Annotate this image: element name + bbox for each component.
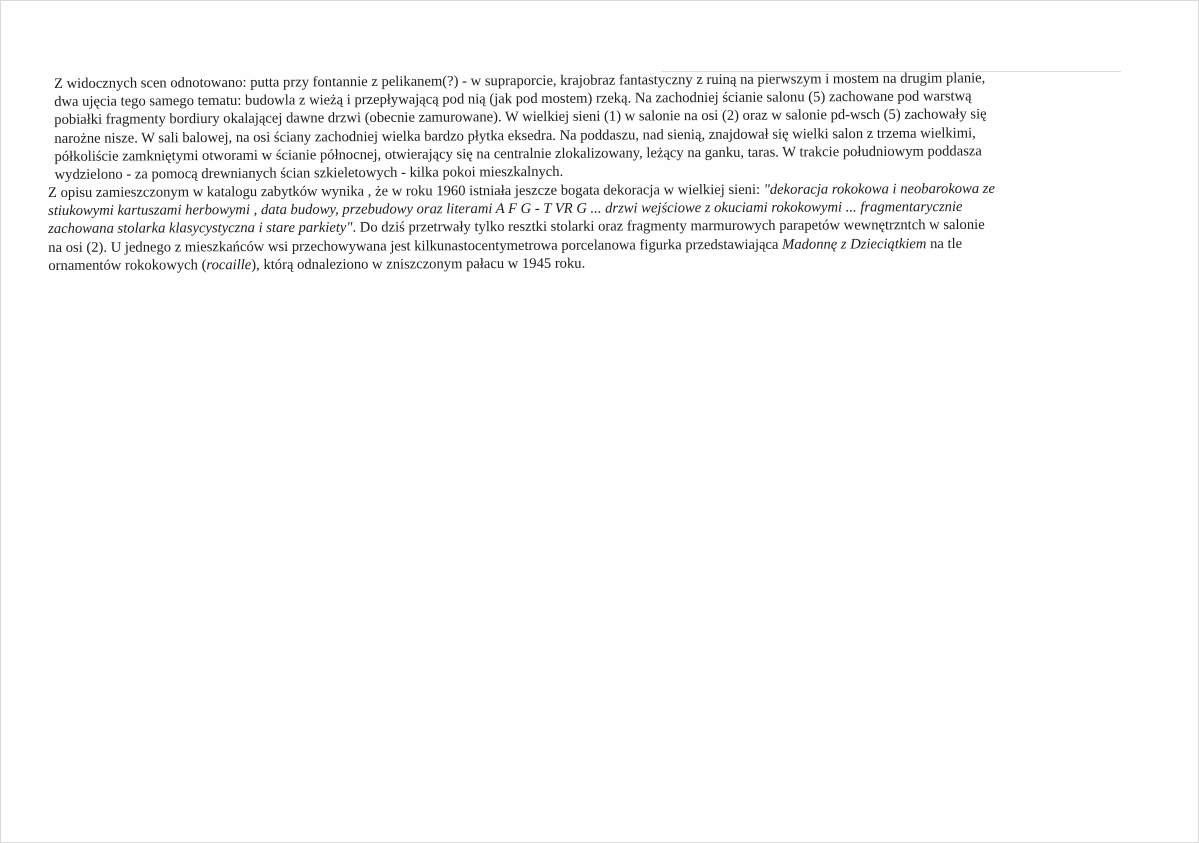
text-line: wydzielono - za pomocą drewnianych ścian szkieletowych - kilka pokoi mieszkalnych. [54, 163, 564, 183]
text-segment: Z opisu zamieszczonym w katalogu zabytków wynika , że w roku 1960 istniała jeszcze bogata dekoracja w wielkiej sieni: [48, 182, 764, 202]
text-segment: ), którą odnaleziono w zniszczonym pałacu w 1945 roku. [251, 255, 586, 274]
text-line: Z widocznych scen odnotowano: putta przy fontannie z pelikanem(?) - w supraporcie, krajobraz fantastyczny z ruiną na pierwszym i mostem na drugim planie, [54, 70, 986, 92]
document-body [48, 70, 1108, 275]
text-line: pobiałki fragmenty bordiury okalającej dawne drzwi (obecnie zamurowane). W wielkiej sieni (1) w salonie na osi (2) oraz w salonie pd-wsch (5) zachowały się [54, 106, 987, 129]
text-segment: ornamentów rokokowych ( [48, 257, 207, 275]
paragraph-catalog-description [48, 180, 1108, 276]
text-segment: na tle [926, 235, 963, 252]
text-line: półkoliście zamkniętymi otworami w ścianie północnej, otwierający się na centralnie zlokalizowany, leżący na ganku, taras. W trakcie południowym poddasza [54, 143, 982, 165]
text-segment: . Do dziś przetrwały tylko resztki stolarki oraz fragmenty marmurowych parapetów wewnętrzntch w salonie [352, 217, 985, 237]
paragraph-visible-scenes [48, 69, 1109, 185]
text-segment: na osi (2). U jednego z mieszkańców wsi przechowywana jest kilkunastocentymetrowa porcelanowa figurka przedstawiająca [48, 236, 783, 256]
text-line [48, 252, 1108, 275]
quoted-text: zachowana stolarka klasycystyczna i stare parkiety" [48, 220, 353, 238]
artwork-title: Madonnę z Dzieciątkiem [782, 235, 927, 253]
text-line: narożne nisze. W sali balowej, na osi ściany zachodniej wielka bardzo płytka eksedra. Na poddaszu, nad sienią, znajdował się wielki salon z trzema wielkimi, [54, 124, 976, 147]
text-line: dwa ujęcia tego samego tematu: budowla z wieżą i przepływającą pod nią (jak pod mostem) rzeką. Na zachodniej ścianie salonu (5) zachowane pod warstwą [54, 88, 972, 111]
quoted-text: stiukowymi kartuszami herbowymi , data budowy, przebudowy oraz literami A F G - T VR G ... drzwi wejściowe z okuciami rokokowymi ... fragmentarycznie [48, 199, 963, 220]
quoted-text: "dekoracja rokokowa i neobarokowa ze [763, 181, 995, 199]
term-italic: rocaille [206, 257, 252, 274]
